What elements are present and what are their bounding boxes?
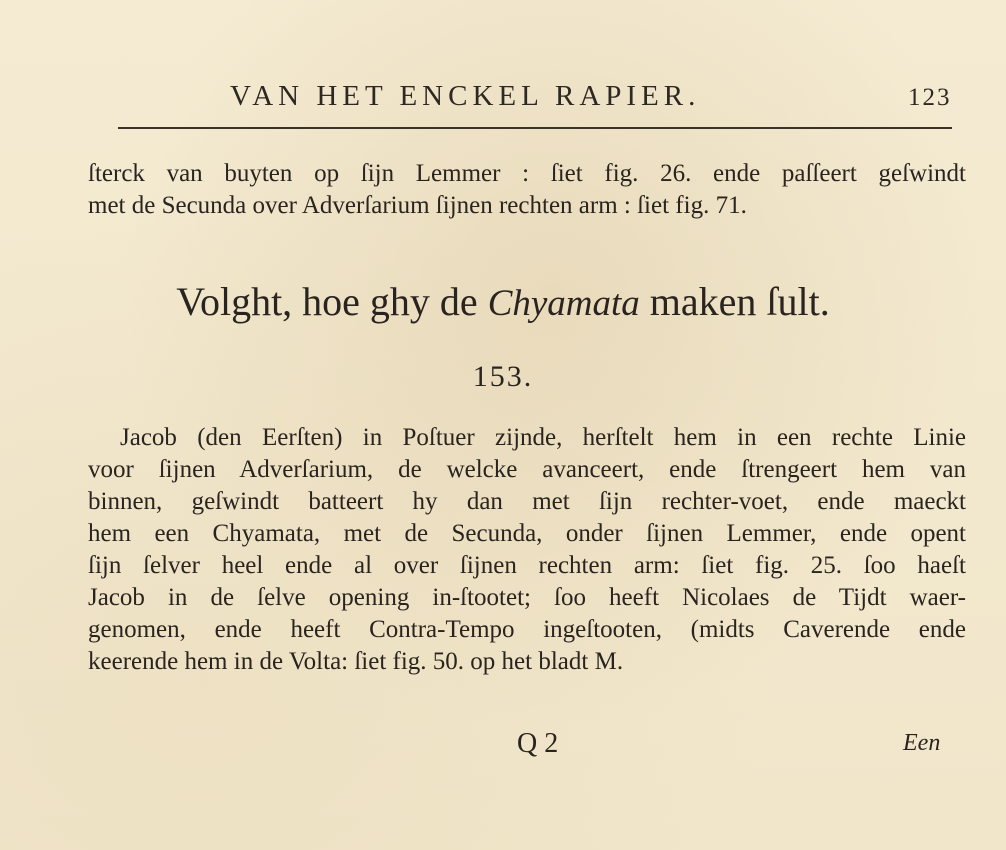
paragraph-line: Jacob (den Eerſten) in Poſtuer zijnde, herſtelt hem in een rechte Linie (120, 424, 966, 451)
paragraph-line: ſterck van buyten op ſijn Lemmer : ſiet fig. 26. ende paſſeert geſwindt (88, 160, 966, 187)
section-heading (0, 278, 1006, 325)
signature-mark: Q 2 (517, 728, 559, 759)
heading-text-italic: Chyamata (487, 283, 640, 324)
page-number: 123 (908, 84, 952, 111)
running-title: VAN HET ENCKEL RAPIER. (230, 80, 701, 112)
heading-text-before: Volght, hoe ghy de (176, 279, 488, 324)
paragraph-line: ſijn ſelver heel ende al over ſijnen rechten arm: ſiet fig. 25. ſoo haeſt (88, 552, 966, 579)
header-rule (118, 127, 952, 129)
top-paragraph (88, 158, 966, 222)
paragraph-line: keerende hem in de Volta: ſiet fig. 50. op het bladt M. (88, 648, 624, 675)
paragraph-line: genomen, ende heeft Contra-Tempo ingeſtooten, (midts Caverende ende (88, 616, 966, 643)
paragraph-line: voor ſijnen Adverſarium, de welcke avanceert, ende ſtrengeert hem van (88, 456, 966, 483)
paragraph-line: met de Secunda over Adverſarium ſijnen rechten arm : ſiet fig. 71. (88, 192, 747, 219)
section-number: 153. (472, 360, 534, 393)
heading-text-after: maken ſult. (639, 279, 830, 324)
main-paragraph (88, 422, 966, 678)
paragraph-line: Jacob in de ſelve opening in-ſtootet; ſoo heeft Nicolaes de Tijdt waer- (88, 584, 966, 611)
catchword: Een (903, 730, 941, 756)
paragraph-line: hem een Chyamata, met de Secunda, onder ſijnen Lemmer, ende opent (88, 520, 966, 547)
paragraph-line: binnen, geſwindt batteert hy dan met ſijn rechter-voet, ende maeckt (88, 488, 966, 515)
